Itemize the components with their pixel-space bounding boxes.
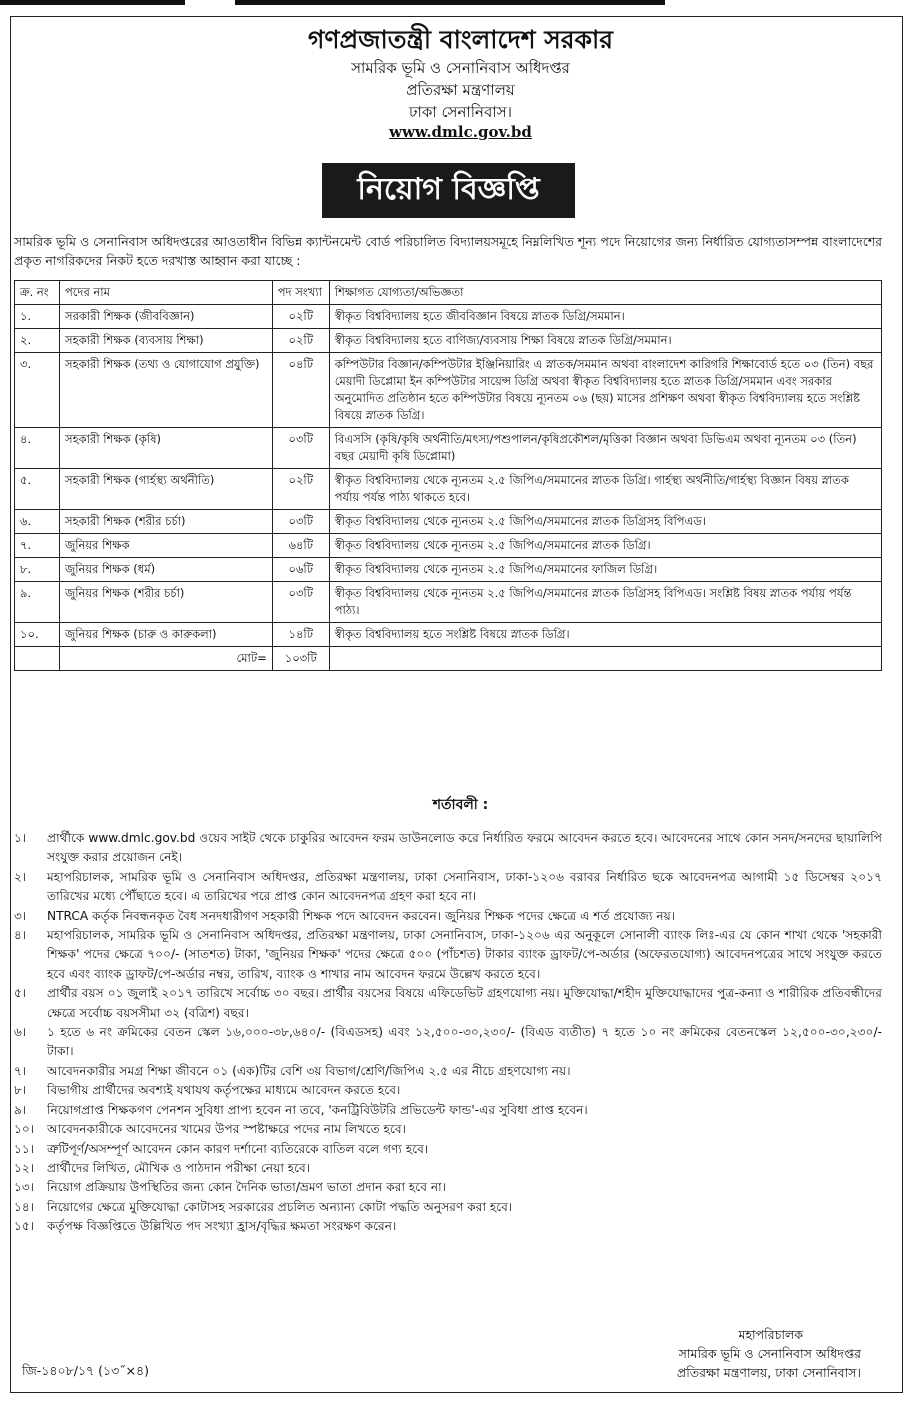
row-serial: ১০. (15, 623, 60, 647)
condition-item (14, 907, 882, 926)
condition-number: ৫। (14, 986, 27, 1001)
condition-number: ৮। (14, 1083, 27, 1098)
condition-text: বিভাগীয় প্রার্থীদের অবশ্যই যথাযথ কর্তৃপক্ষের মাধ্যমে আবেদন করতে হবে। (47, 1083, 401, 1098)
row-post-name: সহকারী শিক্ষক (গার্হস্থ্য অর্থনীতি) (59, 469, 272, 510)
condition-number: ১৩। (14, 1180, 35, 1195)
condition-text: নিয়োগ প্রক্রিয়ায় উপস্থিতির জন্য কোন দৈনিক ভাতা/ভ্রমণ ভাতা প্রদান করা হবে না। (47, 1180, 447, 1195)
row-post-count: ০৬টি (272, 558, 329, 582)
row-post-name: সহকারী শিক্ষক (তথ্য ও যোগাযোগ প্রযুক্তি) (59, 353, 272, 428)
total-value: ১০৩টি (272, 647, 329, 671)
table-row (15, 469, 882, 510)
row-post-name: জুনিয়র শিক্ষক (59, 534, 272, 558)
table-header-row (15, 281, 882, 305)
condition-item (14, 1101, 882, 1120)
total-blank (15, 647, 60, 671)
row-serial: ৯. (15, 582, 60, 623)
table-row (15, 305, 882, 329)
table-row (15, 353, 882, 428)
table-row (15, 623, 882, 647)
row-serial: ৮. (15, 558, 60, 582)
row-qualification: স্বীকৃত বিশ্ববিদ্যালয় থেকে ন্যূনতম ২.৫ জিপিএ/সমমানের স্নাতক ডিগ্রিসহ বিপিএড। (329, 510, 881, 534)
row-post-name: সহকারী শিক্ষক (শরীর চর্চা) (59, 510, 272, 534)
signature-block (677, 1325, 861, 1382)
conditions-title: শর্তাবলী : (432, 797, 489, 813)
condition-text: নিয়োগের ক্ষেত্রে মুক্তিযোদ্ধা কোটাসহ সরকারের প্রচলিত অন্যান্য কোটা পদ্ধতি অনুসরণ করা হবে। (47, 1199, 513, 1214)
website-link[interactable]: www.dmlc.gov.bd (389, 123, 532, 141)
ministry-name: প্রতিরক্ষা মন্ত্রণালয় (406, 81, 515, 99)
condition-text: আবেদনকারীর সমগ্র শিক্ষা জীবনে ০১ (এক)টির বেশি ৩য় বিভাগ/শ্রেণি/জিপিএ ২.৫ এর নীচে গ্রহণযোগ্য নয়। (47, 1063, 571, 1078)
condition-item (14, 1062, 882, 1081)
condition-text: মহাপরিচালক, সামরিক ভূমি ও সেনানিবাস অধিদপ্তর, প্রতিরক্ষা মন্ত্রণালয়, ঢাকা সেনানিবাস, ঢাকা-১২০৬ বরাবর নির্ধারিত ছকে আবেদনপত্র আগামী ১৫ ডিসেম্বর ২০১৭ তারিখের মধ্যে পৌঁছাতে হবে। এ তারিখের পরে প্রাপ্ত কোন আবেদনপত্র গ্রহণ করা হবে না। (47, 869, 882, 904)
top-strip-segment (235, 0, 665, 5)
signatory-title: মহাপরিচালক (738, 1327, 803, 1342)
row-serial: ৬. (15, 510, 60, 534)
signatory-department: সামরিক ভূমি ও সেনানিবাস অধিদপ্তর (678, 1346, 861, 1361)
conditions-list (14, 829, 882, 1237)
table-row (15, 329, 882, 353)
row-post-count: ০২টি (272, 305, 329, 329)
row-qualification: স্বীকৃত বিশ্ববিদ্যালয় থেকে ন্যূনতম ২.৫ জিপিএ/সমমানের স্নাতক ডিগ্রি। (329, 534, 881, 558)
condition-number: ১২। (14, 1160, 35, 1175)
condition-number: ১। (14, 831, 27, 845)
condition-text: প্রার্থীর বয়স ০১ জুলাই ২০১৭ তারিখে সর্বোচ্চ ৩০ বছর। প্রার্থীর বয়সের বিষয়ে এফিডেভিট গ্রহণযোগ্য নয়। মুক্তিযোদ্ধা/শহীদ মুক্তিযোদ্ধাদের পুত্র-কন্যা ও শারীরিক প্রতিবন্ধীদের ক্ষেত্রে সর্বোচ্চ বয়সসীমা ৩২ (বত্রিশ) বছর। (47, 986, 882, 1020)
total-label: মোট= (59, 647, 272, 671)
row-post-name: জুনিয়র শিক্ষক (ধর্ম) (59, 558, 272, 582)
table-row (15, 558, 882, 582)
condition-text: নিয়োগপ্রাপ্ত শিক্ষকগণ পেনশন সুবিধা প্রাপ্য হবেন না তবে, 'কনট্রিবিউটরি প্রভিডেন্ট ফান্ড'-এর সুবিধা প্রাপ্ত হবেন। (47, 1102, 588, 1117)
header-post-count: পদ সংখ্যা (272, 281, 329, 305)
header-serial: ক্র. নং (15, 281, 60, 305)
row-post-count: ১৪টি (272, 623, 329, 647)
top-page-strip (0, 0, 921, 8)
row-serial: ১. (15, 305, 60, 329)
department-name: সামরিক ভূমি ও সেনানিবাস অধিদপ্তর (351, 59, 570, 77)
table-row (15, 582, 882, 623)
condition-text: প্রার্থীকে www.dmlc.gov.bd ওয়েব সাইট থেকে চাকুরির আবেদন ফরম ডাউনলোড করে নির্ধারিত ফরমে আবেদন করতে হবে। আবেদনের সাথে কোন সনদ/সনদের ছায়ালিপি সংযুক্ত করার প্রয়োজন নেই। (47, 831, 882, 865)
condition-text: NTRCA কর্তৃক নিবন্ধনকৃত বৈধ সনদধারীগণ সহকারী শিক্ষক পদে আবেদন করবেন। জুনিয়র শিক্ষক পদের ক্ষেত্রে এ শর্ত প্রযোজ্য নয়। (47, 908, 676, 923)
intro-paragraph: সামরিক ভূমি ও সেনানিবাস অধিদপ্তরের আওতাধীন বিভিন্ন ক্যান্টনমেন্ট বোর্ড পরিচালিত বিদ্যালয়সমূহে নিম্নলিখিত শূন্য পদে নিয়োগের জন্য নির্ধারিত যোগ্যতাসম্পন্ন বাংলাদেশের প্রকৃত নাগরিকদের নিকট হতে দরখাস্ত আহ্বান করা যাচ্ছে : (14, 234, 882, 268)
table-row (15, 428, 882, 469)
row-qualification: স্বীকৃত বিশ্ববিদ্যালয় থেকে ন্যূনতম ২.৫ জিপিএ/সমমানের স্নাতক ডিগ্রি। গার্হস্থ্য অর্থনীতি/গার্হস্থ্য বিজ্ঞান বিষয় স্নাতক পর্যায় পর্যন্ত পাঠ্য থাকতে হবে। (329, 469, 881, 510)
row-qualification: স্বীকৃত বিশ্ববিদ্যালয় হতে সংশ্লিষ্ট বিষয়ে স্নাতক ডিগ্রি। (329, 623, 881, 647)
condition-number: ১১। (14, 1141, 35, 1156)
row-qualification: কম্পিউটার বিজ্ঞান/কম্পিউটার ইঞ্জিনিয়ারিং এ স্নাতক/সমমান অথবা বাংলাদেশ কারিগরি শিক্ষাবোর্ড হতে ০৩ (তিন) বছর মেয়াদী ডিপ্লোমা ইন কম্পিউটার সায়েন্স ডিগ্রি অথবা স্বীকৃত বিশ্ববিদ্যালয় হতে স্নাতক ডিগ্রি/সমমান এবং সরকার অনুমোদিত প্রতিষ্ঠান হতে কম্পিউটার বিষয়ে ন্যূনতম ০৬ (ছয়) মাসের প্রশিক্ষণ অথবা স্বীকৃত বিশ্ববিদ্যালয় হতে সংশ্লিষ্ট বিষয়ে স্নাতক ডিগ্রি। (329, 353, 881, 428)
condition-item (14, 1140, 882, 1159)
condition-text: ত্রুটিপূর্ণ/অসম্পূর্ণ আবেদন কোন কারণ দর্শানো ব্যতিরেকে বাতিল বলে গণ্য হবে। (47, 1141, 429, 1156)
condition-item (14, 868, 882, 907)
condition-text: প্রার্থীদের লিখিত, মৌখিক ও পাঠদান পরীক্ষা নেয়া হবে। (47, 1160, 311, 1175)
row-post-count: ০৩টি (272, 582, 329, 623)
condition-number: ১৪। (14, 1199, 35, 1214)
condition-item (14, 829, 882, 868)
condition-number: ১০। (14, 1122, 35, 1137)
condition-text: কর্তৃপক্ষ বিজ্ঞপ্তিতে উল্লিখিত পদ সংখ্যা হ্রাস/বৃদ্ধির ক্ষমতা সংরক্ষণ করেন। (47, 1219, 397, 1234)
row-qualification: স্বীকৃত বিশ্ববিদ্যালয় হতে বাণিজ্য/ব্যবসায় শিক্ষা বিষয়ে স্নাতক ডিগ্রি/সমমান। (329, 329, 881, 353)
location-name: ঢাকা সেনানিবাস। (409, 103, 512, 121)
condition-item (14, 1023, 882, 1062)
row-qualification: স্বীকৃত বিশ্ববিদ্যালয় হতে জীববিজ্ঞান বিষয়ে স্নাতক ডিগ্রি/সমমান। (329, 305, 881, 329)
row-post-name: সরকারী শিক্ষক (জীববিজ্ঞান) (59, 305, 272, 329)
government-name: গণপ্রজাতন্ত্রী বাংলাদেশ সরকার (308, 25, 613, 54)
condition-text: ১ হতে ৬ নং ক্রমিকের বেতন স্কেল ১৬,০০০-৩৮,৬৪০/- (বিএডসহ) এবং ১২,৫০০-৩০,২৩০/- (বিএড ব্যতীত) ৭ হতে ১০ নং ক্রমিকের বেতনস্কেল ১২,৫০০-৩০,২৩০/- টাকা। (47, 1025, 882, 1059)
vacancy-table (14, 280, 882, 671)
row-serial: ৫. (15, 469, 60, 510)
condition-item (14, 1198, 882, 1217)
condition-text: মহাপরিচালক, সামরিক ভূমি ও সেনানিবাস অধিদপ্তর, প্রতিরক্ষা মন্ত্রণালয়, ঢাকা সেনানিবাস, ঢাকা-১২০৬ এর অনুকূলে সোনালী ব্যাংক লিঃ-এর যে কোন শাখা থেকে 'সহকারী শিক্ষক' পদের ক্ষেত্রে ৭০০/- (সাতশত) টাকা, 'জুনিয়র শিক্ষক' পদের ক্ষেত্রে ৫০০ (পাঁচশত) টাকার ব্যাংক ড্রাফট/পে-অর্ডার (অফেরতযোগ্য) আবেদনপত্রের সাথে সংযুক্ত করতে হবে এবং ব্যাংক ড্রাফট/পে-অর্ডার নম্বর, তারিখ, ব্যাংক ও শাখার নাম আবেদন ফরমে উল্লেখ করতে হবে। (47, 928, 882, 981)
row-post-count: ০২টি (272, 329, 329, 353)
condition-item (14, 926, 882, 984)
row-post-name: জুনিয়র শিক্ষক (চারু ও কারুকলা) (59, 623, 272, 647)
row-qualification: বিএসসি (কৃষি/কৃষি অর্থনীতি/মৎস্য/পশুপালন/কৃষিপ্রকৌশল/মৃত্তিকা বিজ্ঞান অথবা ডিভিএম অথবা ন্যূনতম ০৩ (তিন) বছর মেয়াদী কৃষি ডিপ্লোমা) (329, 428, 881, 469)
row-post-count: ০৩টি (272, 428, 329, 469)
row-qualification: স্বীকৃত বিশ্ববিদ্যালয় থেকে ন্যূনতম ২.৫ জিপিএ/সমমানের স্নাতক ডিগ্রিসহ বিপিএড। সংশ্লিষ্ট বিষয় স্নাতক পর্যায় পর্যন্ত পাঠ্য। (329, 582, 881, 623)
row-qualification: স্বীকৃত বিশ্ববিদ্যালয় থেকে ন্যূনতম ২.৫ জিপিএ/সমমানের ফাজিল ডিগ্রি। (329, 558, 881, 582)
condition-number: ৩। (14, 908, 27, 923)
row-post-name: জুনিয়র শিক্ষক (শরীর চর্চা) (59, 582, 272, 623)
reference-number: জি-১৪০৮/১৭ (১৩˝×৪) (22, 1363, 149, 1378)
notice-title: নিয়োগ বিজ্ঞপ্তি (322, 163, 575, 218)
header-post-name: পদের নাম (59, 281, 272, 305)
condition-number: ৯। (14, 1102, 27, 1117)
row-post-name: সহকারী শিক্ষক (ব্যবসায় শিক্ষা) (59, 329, 272, 353)
condition-item (14, 1159, 882, 1178)
row-post-count: ০২টি (272, 469, 329, 510)
table-row (15, 510, 882, 534)
total-blank (329, 647, 881, 671)
row-serial: ২. (15, 329, 60, 353)
row-post-name: সহকারী শিক্ষক (কৃষি) (59, 428, 272, 469)
row-post-count: ০৪টি (272, 353, 329, 428)
condition-number: ৪। (14, 928, 27, 943)
condition-number: ৬। (14, 1025, 27, 1040)
condition-item (14, 984, 882, 1023)
header-qualification: শিক্ষাগত যোগ্যতা/অভিজ্ঞতা (329, 281, 881, 305)
row-post-count: ০৩টি (272, 510, 329, 534)
row-post-count: ৬৪টি (272, 534, 329, 558)
table-row (15, 534, 882, 558)
row-serial: ৩. (15, 353, 60, 428)
condition-item (14, 1178, 882, 1197)
top-strip-segment (0, 0, 185, 5)
condition-text: আবেদনকারীকে আবেদনের খামের উপর স্পষ্টাক্ষরে পদের নাম লিখতে হবে। (47, 1122, 406, 1137)
total-row (15, 647, 882, 671)
row-serial: ৭. (15, 534, 60, 558)
condition-item (14, 1081, 882, 1100)
condition-number: ২। (14, 869, 27, 884)
signatory-ministry: প্রতিরক্ষা মন্ত্রণালয়, ঢাকা সেনানিবাস। (676, 1365, 861, 1380)
condition-number: ১৫। (14, 1219, 35, 1234)
condition-item (14, 1120, 882, 1139)
row-serial: ৪. (15, 428, 60, 469)
condition-number: ৭। (14, 1063, 27, 1078)
condition-item (14, 1217, 882, 1236)
